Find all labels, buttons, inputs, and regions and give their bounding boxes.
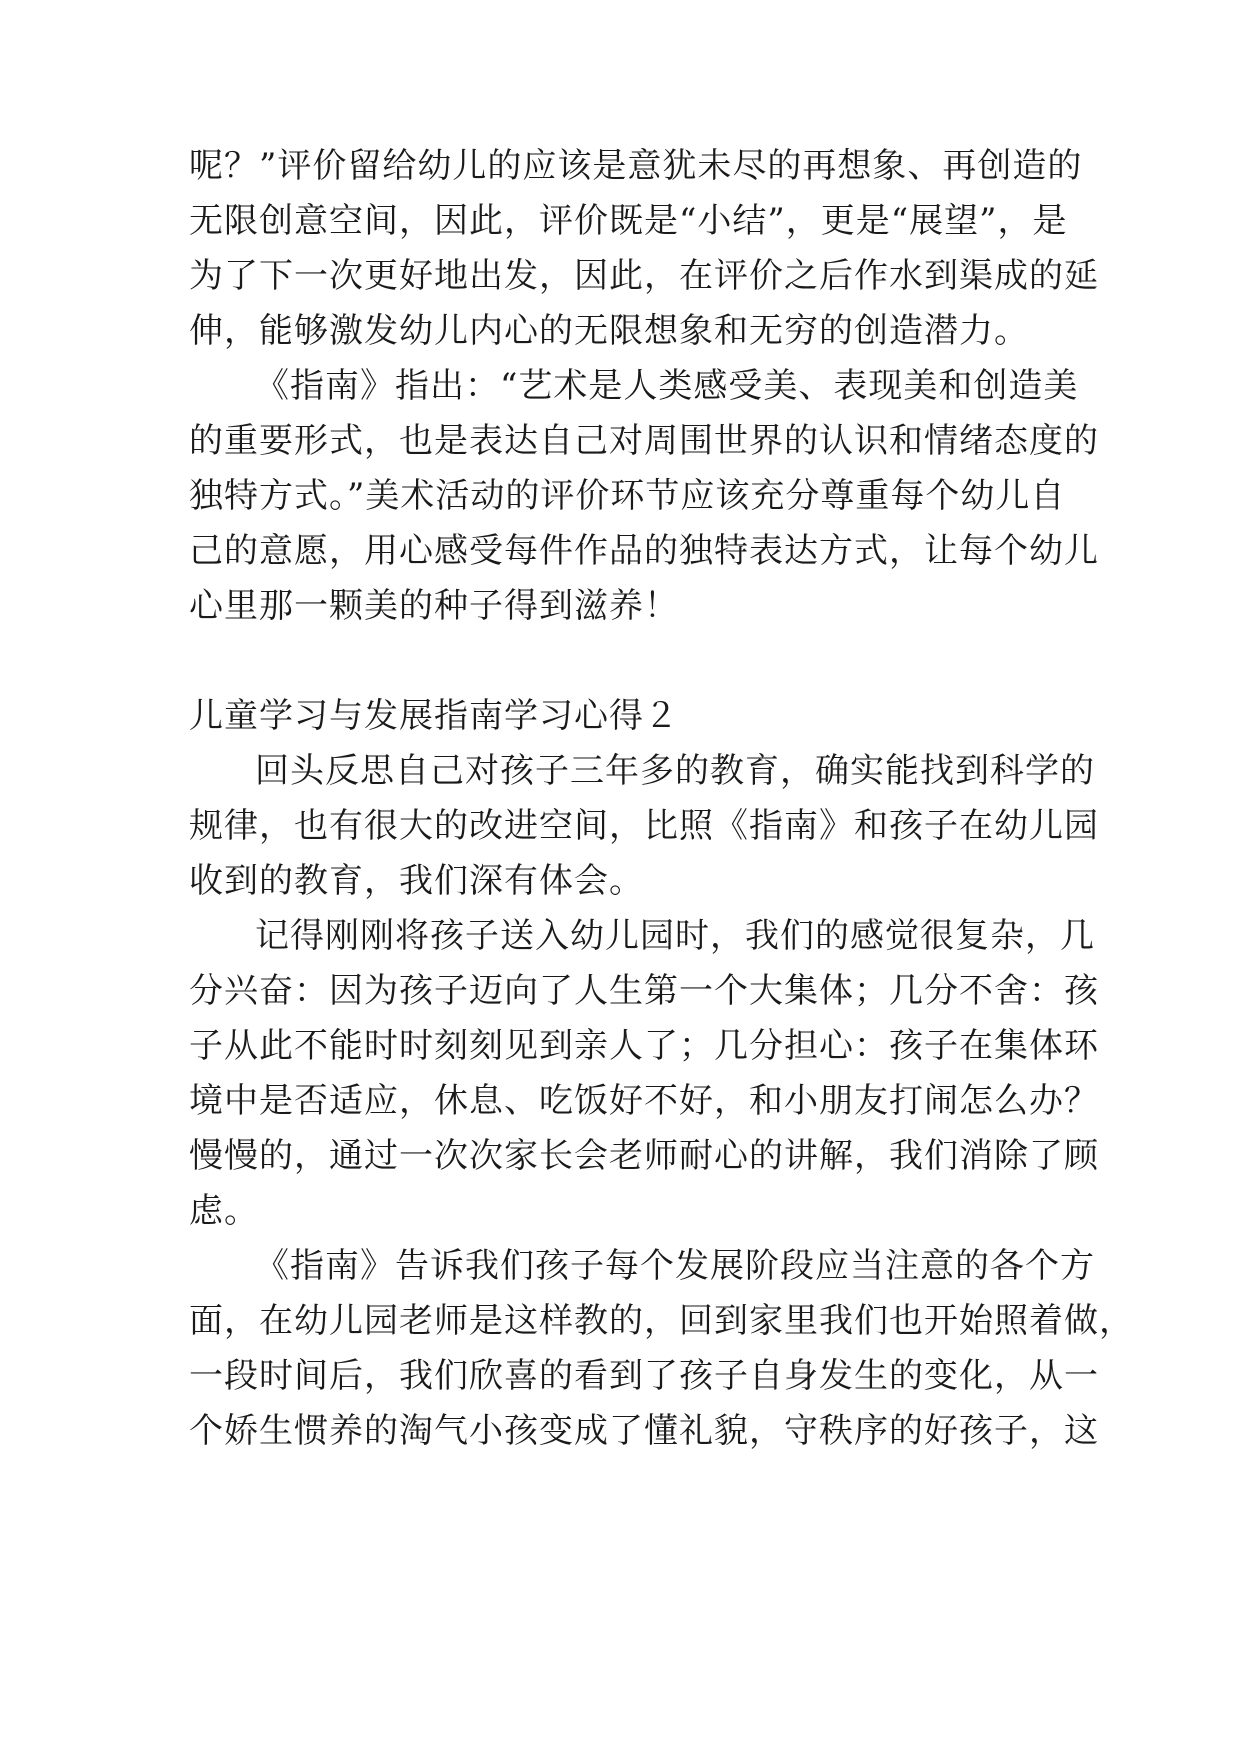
section-heading: 儿童学习与发展指南学习心得２ <box>189 696 679 736</box>
paragraph-line: 慢慢的，通过一次次家长会老师耐心的讲解，我们消除了顾 <box>189 1136 1099 1176</box>
paragraph-line: 《指南》指出：“艺术是人类感受美、表现美和创造美 <box>255 366 1079 406</box>
paragraph-line: 分兴奋：因为孩子迈向了人生第一个大集体；几分不舍：孩 <box>189 971 1099 1011</box>
paragraph-line: 一段时间后，我们欣喜的看到了孩子自身发生的变化，从一 <box>189 1356 1099 1396</box>
paragraph-line: 规律，也有很大的改进空间，比照《指南》和孩子在幼儿园 <box>189 806 1099 846</box>
paragraph-line: 子从此不能时时刻刻见到亲人了；几分担心：孩子在集体环 <box>189 1026 1099 1066</box>
paragraph-line: 己的意愿，用心感受每件作品的独特表达方式，让每个幼儿 <box>189 531 1099 571</box>
paragraph-line: 回头反思自己对孩子三年多的教育，确实能找到科学的 <box>255 751 1095 791</box>
paragraph-line: 面，在幼儿园老师是这样教的，回到家里我们也开始照着做， <box>189 1301 1134 1341</box>
paragraph-line: 收到的教育，我们深有体会。 <box>189 861 644 901</box>
paragraph-line: 独特方式。”美术活动的评价环节应该充分尊重每个幼儿自 <box>189 476 1066 516</box>
paragraph-line: 无限创意空间，因此，评价既是“小结”，更是“展望”，是 <box>189 201 1068 241</box>
paragraph-line: 的重要形式，也是表达自己对周围世界的认识和情绪态度的 <box>189 421 1099 461</box>
paragraph-line: 伸，能够激发幼儿内心的无限想象和无穷的创造潜力。 <box>189 311 1029 351</box>
paragraph-line: 记得刚刚将孩子送入幼儿园时，我们的感觉很复杂，几 <box>255 916 1095 956</box>
paragraph-line: 境中是否适应，休息、吃饭好不好，和小朋友打闹怎么办？ <box>189 1081 1099 1121</box>
paragraph-line: 《指南》告诉我们孩子每个发展阶段应当注意的各个方 <box>255 1246 1095 1286</box>
paragraph-line: 心里那一颗美的种子得到滋养！ <box>189 586 679 626</box>
paragraph-line: 个娇生惯养的淘气小孩变成了懂礼貌，守秩序的好孩子，这 <box>189 1411 1099 1451</box>
paragraph-line: 呢？”评价留给幼儿的应该是意犹未尽的再想象、再创造的 <box>189 146 1083 186</box>
paragraph-line: 为了下一次更好地出发，因此，在评价之后作水到渠成的延 <box>189 256 1099 296</box>
paragraph-line: 虑。 <box>189 1191 259 1231</box>
